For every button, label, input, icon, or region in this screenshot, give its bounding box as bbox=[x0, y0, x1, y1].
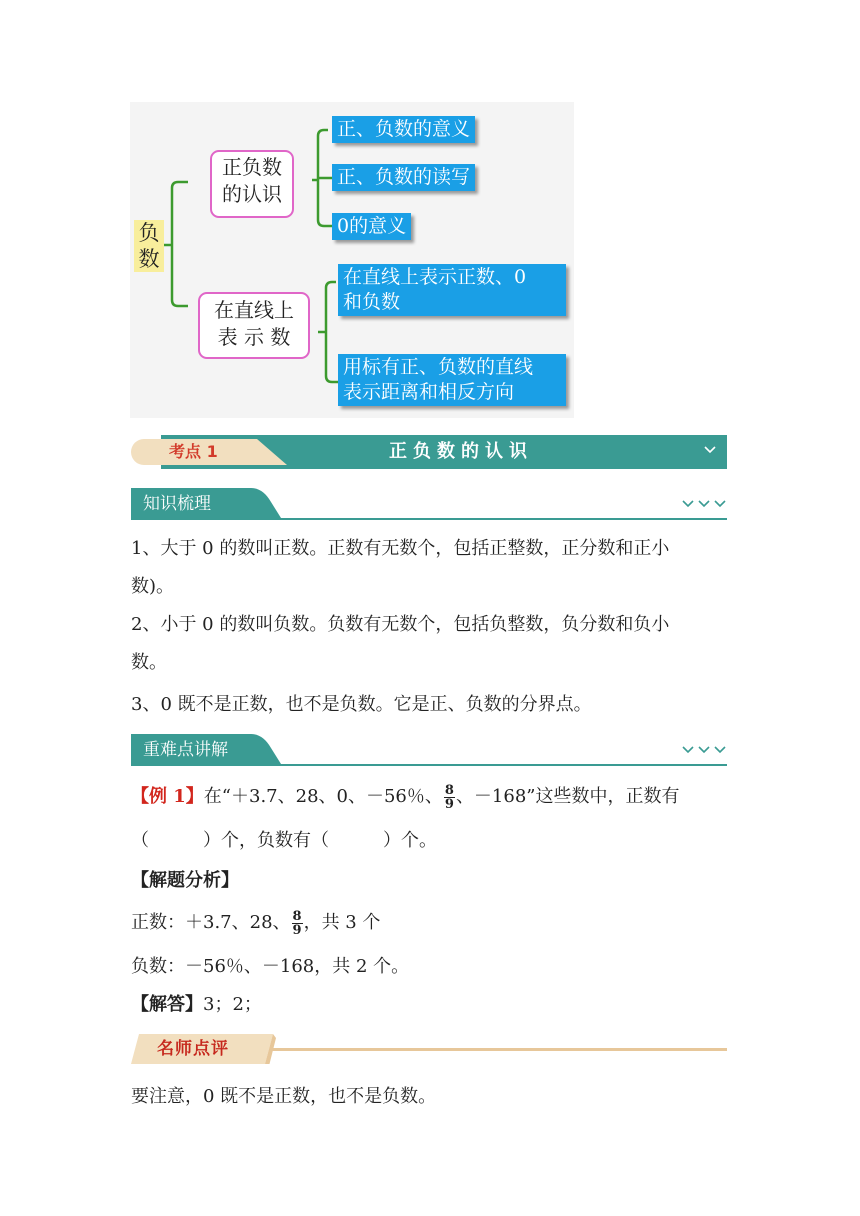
analysis-positive bbox=[131, 904, 731, 942]
fraction-8-9 bbox=[444, 784, 455, 811]
teacher-comment: 要注意，0 既不是正数，也不是负数。 bbox=[131, 1086, 437, 1107]
example-question bbox=[131, 778, 731, 816]
mind-map bbox=[130, 102, 574, 418]
chevrons-icon bbox=[681, 498, 727, 516]
leaf-number-line-distance bbox=[338, 354, 566, 406]
point-line: 1、大于 0 的数叫正数。正数有无数个，包括正整数，正分数和正小 bbox=[131, 538, 670, 559]
mind-map-root: 负数 bbox=[134, 220, 164, 272]
analysis-negative: 负数：－56％、－168，共 2 个。 bbox=[131, 956, 410, 977]
section-tag: 考点 1 bbox=[169, 442, 218, 461]
key-points-header bbox=[131, 734, 727, 766]
positive-count: ，共 3 个 bbox=[303, 912, 381, 933]
branch-2-line-2: 表 示 数 bbox=[217, 325, 291, 349]
knowledge-point-3 bbox=[131, 686, 731, 724]
point-line: 数。 bbox=[131, 652, 167, 673]
fraction-denominator: 9 bbox=[292, 922, 302, 938]
leaf-positive-negative-reading: 正、负数的读写 bbox=[332, 164, 475, 191]
answer-label: 【解答】 bbox=[131, 994, 203, 1015]
knowledge-point-1 bbox=[131, 530, 731, 606]
leaf-zero-meaning: 0的意义 bbox=[332, 213, 411, 240]
mind-map-branch-1 bbox=[210, 150, 294, 218]
chevron-down-icon bbox=[703, 442, 717, 462]
leaf-line: 和负数 bbox=[343, 291, 401, 313]
teacher-comment-title: 名师点评 bbox=[157, 1039, 229, 1059]
fraction-8-9 bbox=[292, 910, 303, 937]
teacher-divider bbox=[271, 1048, 727, 1051]
leaf-line: 表示距离和相反方向 bbox=[343, 381, 515, 403]
point-line: 数)。 bbox=[131, 576, 175, 597]
knowledge-divider bbox=[131, 518, 727, 520]
leaf-line: 用标有正、负数的直线 bbox=[343, 356, 534, 378]
fraction-numerator: 8 bbox=[292, 908, 302, 924]
example-label: 【例 1】 bbox=[131, 786, 204, 807]
branch-1-line-1: 正负数 bbox=[222, 155, 282, 179]
example-blanks: （ ）个，负数有（ ）个。 bbox=[131, 830, 437, 851]
teacher-comment-header bbox=[131, 1032, 727, 1068]
fraction-denominator: 9 bbox=[444, 796, 454, 812]
leaf-number-line-represent bbox=[338, 264, 566, 316]
section-title: 正负数的认识 bbox=[389, 441, 533, 462]
knowledge-header bbox=[131, 488, 727, 520]
leaf-line: 在直线上表示正数、0 bbox=[343, 266, 527, 288]
analysis-title: 【解题分析】 bbox=[131, 870, 239, 891]
key-points-divider bbox=[131, 764, 727, 766]
knowledge-title: 知识梳理 bbox=[143, 494, 211, 514]
example-text-2: 、－168”这些数中，正数有 bbox=[455, 786, 680, 807]
fraction-numerator: 8 bbox=[444, 782, 454, 798]
knowledge-point-2 bbox=[131, 606, 731, 682]
key-points-title: 重难点讲解 bbox=[143, 740, 228, 760]
point-line: 2、小于 0 的数叫负数。负数有无数个，包括负整数，负分数和负小 bbox=[131, 614, 670, 635]
branch-1-line-2: 的认识 bbox=[222, 182, 282, 206]
answer-value: 3；2； bbox=[203, 994, 262, 1015]
chevrons-icon bbox=[681, 744, 727, 762]
example-text-1: 在“＋3.7、28、0、－56％、 bbox=[203, 786, 443, 807]
positive-text: 正数：＋3.7、28、 bbox=[131, 912, 291, 933]
branch-2-line-1: 在直线上 bbox=[214, 298, 294, 322]
answer-line bbox=[131, 986, 731, 1024]
point-line: 3、0 既不是正数，也不是负数。它是正、负数的分界点。 bbox=[131, 694, 592, 715]
leaf-positive-negative-meaning: 正、负数的意义 bbox=[332, 116, 475, 143]
section-header bbox=[131, 435, 727, 469]
mind-map-branch-2 bbox=[198, 292, 310, 359]
